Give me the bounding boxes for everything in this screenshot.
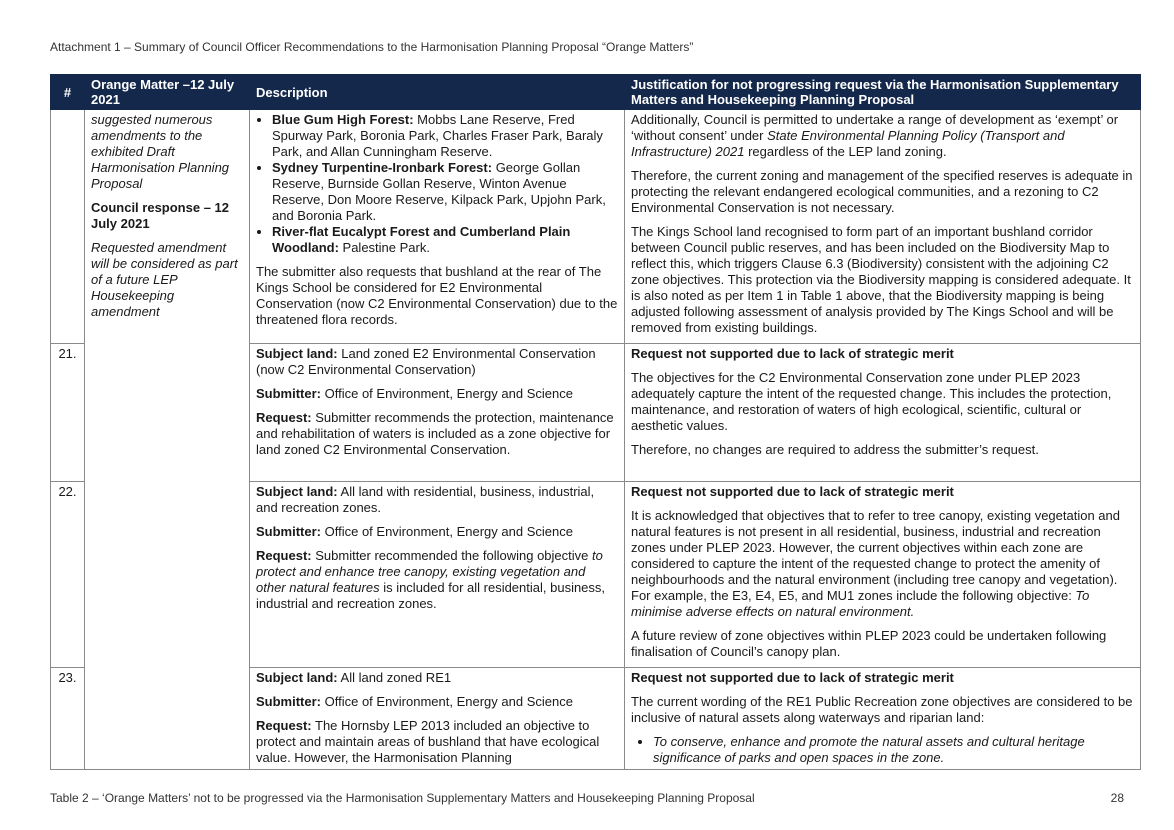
submitter: Submitter: Office of Environment, Energy and Science <box>256 524 573 539</box>
table-row-22 <box>51 482 1141 668</box>
table-row-continued <box>51 110 1141 344</box>
justification-paragraph: Therefore, the current zoning and management of the specified reserves is adequate in protecting the relevant endangered ecological communities, and a rezoning to C2 Environmental Conservation is not necessary. <box>631 168 1133 215</box>
request: Request: Submitter recommends the protection, maintenance and rehabilitation of waters is included as a zone objective for land zoned C2 Environmental Conservation. <box>256 410 614 457</box>
page-number: 28 <box>1110 791 1124 805</box>
justification-paragraph: Therefore, no changes are required to address the submitter’s request. <box>631 442 1039 457</box>
page-header: Attachment 1 – Summary of Council Officer Recommendations to the Harmonisation Planning Proposal “Orange Matters” <box>50 40 694 54</box>
row-number-cell <box>51 110 85 344</box>
subject-land: Subject land: All land with residential, business, industrial, and recreation zones. <box>256 484 595 515</box>
justification-cell <box>625 344 1141 482</box>
col-header-orange-matter: Orange Matter –12 July 2021 <box>85 75 250 110</box>
table-caption: Table 2 – ‘Orange Matters’ not to be progressed via the Harmonisation Supplementary Matters and Housekeeping Planning Proposal <box>50 791 755 805</box>
page-footer <box>50 791 1124 805</box>
orange-matter-cell <box>85 482 250 668</box>
justification-paragraph: The Kings School land recognised to form part of an important bushland corridor between Council public reserves, and has been included on the Biodiversity Map to reflect this, which triggers Clause 6.3 (Biodiversity) consistent with the adjoining C2 zone objectives. This protection via the Biodiversity mapping is considered adequate. It is also noted as per Item 1 in Table 1 above, that the Biodiversity mapping is being adjusted following assessment of analysis provided by The Kings School and will be removed from existing buildings. <box>631 224 1131 335</box>
justification-paragraph: The objectives for the C2 Environmental Conservation zone under PLEP 2023 adequately capture the intent of the requested change. This includes the protection, maintenance, and restoration of waters of high ecological, scientific, cultural or aesthetic values. <box>631 370 1112 433</box>
col-header-description: Description <box>250 75 625 110</box>
description-paragraph: The submitter also requests that bushland at the rear of The Kings School be considered for E2 Environmental Conservation (now C2 Environmental Conservation) due to the threatened flora records. <box>256 264 618 327</box>
description-cell <box>250 344 625 482</box>
justification-paragraph: A future review of zone objectives within PLEP 2023 could be undertaken following finalisation of Council’s canopy plan. <box>631 628 1107 659</box>
list-item: • River-flat Eucalypt Forest and Cumberland Plain Woodland: Palestine Park. <box>272 224 618 256</box>
justification-paragraph: It is acknowledged that objectives that to refer to tree canopy, existing vegetation and natural features is not present in all residential, business, industrial and recreation zones under PLEP 2023. However, the current objectives within each zone are considered to capture the intent of the requested change to protect the amenity of neighbourhoods and the natural environment (including tree canopy and vegetation). For example, the E3, E4, E5, and MU1 zones include the following objective: To minimise adverse effects on natural environment. <box>631 508 1120 619</box>
justification-paragraph: Additionally, Council is permitted to undertake a range of development as ‘exempt’ or ‘without consent’ under State Environmental Planning Policy (Transport and Infrastructure) 2021 regardless of the LEP land zoning. <box>631 112 1119 159</box>
col-header-number: # <box>51 75 85 110</box>
council-response-text: Requested amendment will be considered as part of a future LEP Housekeeping amendment <box>91 240 238 319</box>
row-number: 22. <box>51 482 85 668</box>
row-number: 23. <box>51 668 85 770</box>
list-item: • Blue Gum High Forest: Mobbs Lane Reserve, Fred Spurway Park, Boronia Park, Charles Fraser Park, Baraly Park, and Allan Cunningham Reserve. <box>272 112 618 160</box>
table-row-23 <box>51 668 1141 770</box>
orange-matter-cell <box>85 110 250 344</box>
justification-heading: Request not supported due to lack of strategic merit <box>631 484 954 499</box>
col-header-justification: Justification for not progressing request via the Harmonisation Supplementary Matters and Housekeeping Planning Proposal <box>625 75 1141 110</box>
orange-matter-intro: suggested numerous amendments to the exhibited Draft Harmonisation Planning Proposal <box>91 112 230 191</box>
list-item: • Sydney Turpentine-Ironbark Forest: George Gollan Reserve, Burnside Gollan Reserve, Winton Avenue Reserve, Don Moore Reserve, Kilpack Park, Upjohn Park, and Boronia Park. <box>272 160 618 224</box>
orange-matters-table <box>50 74 1141 770</box>
justification-paragraph: The current wording of the RE1 Public Recreation zone objectives are considered to be inclusive of natural assets along waterways and riparian land: <box>631 694 1133 725</box>
request: Request: The Hornsby LEP 2013 included an objective to protect and maintain areas of bushland that have ecological value. However, the Harmonisation Planning <box>256 718 600 765</box>
council-response-label: Council response – 12 July 2021 <box>91 200 229 231</box>
row-number: 21. <box>51 344 85 482</box>
subject-land: Subject land: All land zoned RE1 <box>256 670 452 685</box>
table-row-21 <box>51 344 1141 482</box>
justification-cell <box>625 110 1141 344</box>
objective-list <box>631 734 1134 766</box>
ecological-community-list <box>256 112 618 256</box>
orange-matter-cell <box>85 344 250 482</box>
list-item: • To conserve, enhance and promote the natural assets and cultural heritage significance of parks and open spaces in the zone. <box>653 734 1134 766</box>
submitter: Submitter: Office of Environment, Energy and Science <box>256 694 573 709</box>
description-cell <box>250 110 625 344</box>
request: Request: Submitter recommended the following objective to protect and enhance tree canopy, existing vegetation and other natural features is included for all residential, business, industrial and recreation zones. <box>256 548 606 611</box>
subject-land: Subject land: Land zoned E2 Environmental Conservation (now C2 Environmental Conservation) <box>256 346 596 377</box>
justification-heading: Request not supported due to lack of strategic merit <box>631 670 954 685</box>
submitter: Submitter: Office of Environment, Energy and Science <box>256 386 573 401</box>
orange-matter-cell <box>85 668 250 770</box>
description-cell <box>250 668 625 770</box>
table-header-row <box>51 75 1141 110</box>
justification-heading: Request not supported due to lack of strategic merit <box>631 346 954 361</box>
justification-cell <box>625 668 1141 770</box>
description-cell <box>250 482 625 668</box>
justification-cell <box>625 482 1141 668</box>
